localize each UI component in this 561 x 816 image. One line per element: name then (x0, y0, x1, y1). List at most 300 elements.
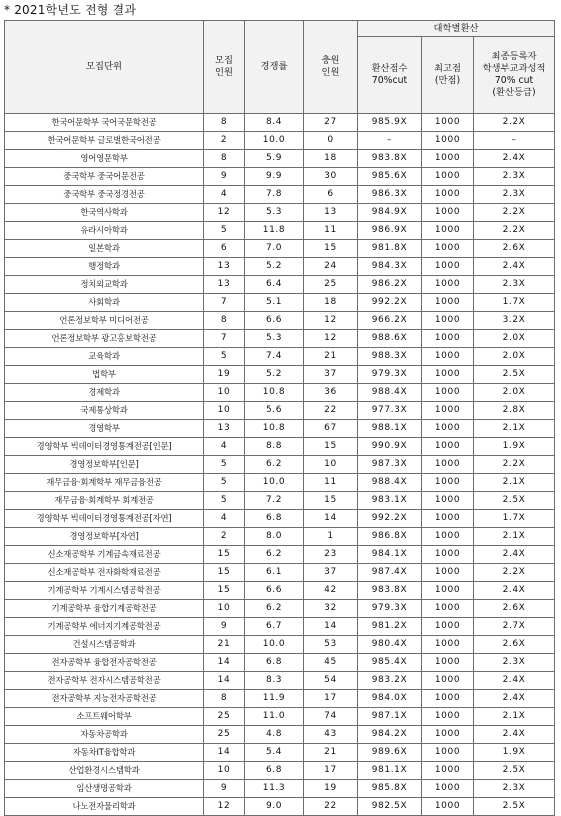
cell-unit: 임산생명공학과 (5, 780, 204, 798)
cell-score70: 988.4X (358, 384, 422, 402)
cell-filled: 0 (304, 132, 358, 150)
cell-score70: 988.1X (358, 420, 422, 438)
cell-quota: 7 (204, 294, 245, 312)
table-row (5, 330, 555, 348)
cell-score70: 984.0X (358, 690, 422, 708)
cell-filled: 21 (304, 744, 358, 762)
cell-grade: 2.2X (474, 222, 555, 240)
cell-unit: 기계공학부 융합기계공학전공 (5, 600, 204, 618)
table-row (5, 798, 555, 816)
header-group-conversion: 대학별환산 (358, 21, 555, 37)
cell-competition: 8.3 (245, 672, 304, 690)
header-row (5, 21, 555, 37)
cell-filled: 37 (304, 366, 358, 384)
cell-competition: 6.8 (245, 762, 304, 780)
table-row (5, 222, 555, 240)
cell-competition: 5.9 (245, 150, 304, 168)
table-row (5, 204, 555, 222)
cell-filled: 22 (304, 402, 358, 420)
cell-quota: 5 (204, 222, 245, 240)
cell-filled: 53 (304, 636, 358, 654)
cell-competition: 9.0 (245, 798, 304, 816)
table-row (5, 564, 555, 582)
table-body (5, 114, 555, 816)
cell-competition: 11.9 (245, 690, 304, 708)
cell-quota: 10 (204, 600, 245, 618)
cell-grade: 2.3X (474, 654, 555, 672)
cell-max: 1000 (422, 492, 474, 510)
cell-quota: 10 (204, 384, 245, 402)
cell-grade: 1.9X (474, 744, 555, 762)
cell-score70: 985.6X (358, 168, 422, 186)
cell-competition: 10.0 (245, 474, 304, 492)
cell-competition: 11.8 (245, 222, 304, 240)
cell-score70: 990.9X (358, 438, 422, 456)
cell-quota: 4 (204, 510, 245, 528)
cell-grade: 2.1X (474, 708, 555, 726)
table-row (5, 186, 555, 204)
cell-max: 1000 (422, 438, 474, 456)
cell-grade: 2.5X (474, 798, 555, 816)
cell-score70: 992.2X (358, 294, 422, 312)
cell-competition: 6.7 (245, 618, 304, 636)
header-score70: 환산점수 70%cut (358, 37, 422, 114)
cell-competition: 8.4 (245, 114, 304, 132)
cell-unit: 한국어문학부 글로벌한국어전공 (5, 132, 204, 150)
cell-competition: 5.1 (245, 294, 304, 312)
cell-max: 1000 (422, 114, 474, 132)
cell-unit: 자동차공학과 (5, 726, 204, 744)
cell-grade: 2.4X (474, 546, 555, 564)
cell-grade: 2.4X (474, 672, 555, 690)
cell-quota: 12 (204, 204, 245, 222)
header-grade: 최종등록자 학생부교과성적 70% cut (환산등급) (474, 37, 555, 114)
cell-filled: 15 (304, 492, 358, 510)
cell-quota: 15 (204, 564, 245, 582)
cell-quota: 10 (204, 762, 245, 780)
cell-max: 1000 (422, 240, 474, 258)
cell-unit: 경영정보학부[자연] (5, 528, 204, 546)
cell-max: 1000 (422, 690, 474, 708)
cell-filled: 22 (304, 798, 358, 816)
cell-unit: 국제통상학과 (5, 402, 204, 420)
cell-max: 1000 (422, 744, 474, 762)
table-row (5, 582, 555, 600)
cell-filled: 14 (304, 510, 358, 528)
table-row (5, 510, 555, 528)
cell-quota: 9 (204, 618, 245, 636)
header-competition: 경쟁률 (245, 21, 304, 114)
cell-filled: 10 (304, 456, 358, 474)
cell-filled: 27 (304, 114, 358, 132)
cell-max: 1000 (422, 132, 474, 150)
cell-unit: 법학부 (5, 366, 204, 384)
cell-score70: 980.4X (358, 636, 422, 654)
cell-competition: 6.6 (245, 312, 304, 330)
cell-quota: 14 (204, 654, 245, 672)
cell-grade: 2.2X (474, 456, 555, 474)
cell-competition: 10.8 (245, 384, 304, 402)
cell-quota: 19 (204, 366, 245, 384)
cell-score70: 986.2X (358, 276, 422, 294)
header-unit: 모집단위 (5, 21, 204, 114)
cell-score70: 988.4X (358, 474, 422, 492)
cell-quota: 5 (204, 492, 245, 510)
cell-score70: 987.1X (358, 708, 422, 726)
cell-max: 1000 (422, 384, 474, 402)
table-row (5, 492, 555, 510)
cell-max: 1000 (422, 654, 474, 672)
cell-score70: 988.6X (358, 330, 422, 348)
cell-unit: 나노전자물리학과 (5, 798, 204, 816)
cell-competition: 7.2 (245, 492, 304, 510)
cell-competition: 5.3 (245, 330, 304, 348)
cell-quota: 15 (204, 582, 245, 600)
cell-max: 1000 (422, 564, 474, 582)
cell-grade: 1.9X (474, 438, 555, 456)
table-row (5, 600, 555, 618)
cell-grade: 2.2X (474, 564, 555, 582)
cell-max: 1000 (422, 708, 474, 726)
cell-grade: 1.7X (474, 510, 555, 528)
cell-grade: 2.2X (474, 114, 555, 132)
table-row (5, 744, 555, 762)
cell-filled: 14 (304, 618, 358, 636)
cell-quota: 13 (204, 420, 245, 438)
cell-max: 1000 (422, 474, 474, 492)
cell-score70: 984.9X (358, 204, 422, 222)
cell-score70: 983.8X (358, 150, 422, 168)
cell-unit: 경영학부 (5, 420, 204, 438)
cell-unit: 기계공학부 기계시스템공학전공 (5, 582, 204, 600)
table-row (5, 636, 555, 654)
cell-score70: 981.8X (358, 240, 422, 258)
table-row (5, 420, 555, 438)
cell-filled: 25 (304, 276, 358, 294)
cell-quota: 13 (204, 258, 245, 276)
table-row (5, 780, 555, 798)
cell-score70: 982.5X (358, 798, 422, 816)
cell-grade: 2.5X (474, 762, 555, 780)
cell-filled: 1 (304, 528, 358, 546)
cell-quota: 25 (204, 708, 245, 726)
cell-quota: 8 (204, 114, 245, 132)
cell-filled: 18 (304, 150, 358, 168)
cell-competition: 7.0 (245, 240, 304, 258)
table-row (5, 150, 555, 168)
cell-unit: 산업환경시스템학과 (5, 762, 204, 780)
cell-max: 1000 (422, 222, 474, 240)
table-row (5, 276, 555, 294)
cell-competition: 7.4 (245, 348, 304, 366)
cell-grade: 2.8X (474, 402, 555, 420)
cell-unit: 소프트웨어학부 (5, 708, 204, 726)
cell-competition: 9.9 (245, 168, 304, 186)
cell-unit: 한국역사학과 (5, 204, 204, 222)
cell-competition: 6.2 (245, 456, 304, 474)
cell-quota: 12 (204, 798, 245, 816)
cell-score70: 987.3X (358, 456, 422, 474)
table-row (5, 258, 555, 276)
cell-quota: 5 (204, 474, 245, 492)
cell-grade: 2.7X (474, 618, 555, 636)
cell-max: 1000 (422, 258, 474, 276)
table-row (5, 474, 555, 492)
cell-max: 1000 (422, 510, 474, 528)
cell-competition: 5.6 (245, 402, 304, 420)
cell-max: 1000 (422, 582, 474, 600)
table-row (5, 312, 555, 330)
cell-max: 1000 (422, 528, 474, 546)
cell-grade: 3.2X (474, 312, 555, 330)
cell-score70: 983.2X (358, 672, 422, 690)
table-row (5, 294, 555, 312)
cell-grade: 2.1X (474, 528, 555, 546)
header-max: 최고점 (만점) (422, 37, 474, 114)
cell-quota: 6 (204, 240, 245, 258)
cell-grade: 2.3X (474, 780, 555, 798)
cell-grade: 2.4X (474, 150, 555, 168)
cell-score70: 986.9X (358, 222, 422, 240)
cell-max: 1000 (422, 168, 474, 186)
cell-grade: 2.2X (474, 204, 555, 222)
table-row (5, 114, 555, 132)
cell-score70: 979.3X (358, 366, 422, 384)
cell-max: 1000 (422, 780, 474, 798)
cell-unit: 일본학과 (5, 240, 204, 258)
cell-unit: 정치외교학과 (5, 276, 204, 294)
cell-score70: 977.3X (358, 402, 422, 420)
page-title: * 2021학년도 전형 결과 (4, 3, 137, 17)
cell-filled: 42 (304, 582, 358, 600)
cell-filled: 43 (304, 726, 358, 744)
cell-unit: 재무금융·회계학부 재무금융전공 (5, 474, 204, 492)
cell-score70: 981.2X (358, 618, 422, 636)
cell-filled: 12 (304, 312, 358, 330)
cell-quota: 8 (204, 690, 245, 708)
cell-competition: 8.0 (245, 528, 304, 546)
cell-score70: 981.1X (358, 762, 422, 780)
table-row (5, 726, 555, 744)
cell-filled: 11 (304, 222, 358, 240)
cell-score70: 984.3X (358, 258, 422, 276)
cell-max: 1000 (422, 330, 474, 348)
cell-unit: 언론정보학부 광고홍보학전공 (5, 330, 204, 348)
cell-max: 1000 (422, 204, 474, 222)
cell-competition: 6.8 (245, 510, 304, 528)
cell-filled: 74 (304, 708, 358, 726)
cell-filled: 37 (304, 564, 358, 582)
cell-unit: 교육학과 (5, 348, 204, 366)
cell-unit: 경영학부 빅데이터경영통계전공[자연] (5, 510, 204, 528)
cell-score70: 966.2X (358, 312, 422, 330)
cell-filled: 17 (304, 762, 358, 780)
cell-max: 1000 (422, 456, 474, 474)
cell-max: 1000 (422, 276, 474, 294)
cell-score70: 986.8X (358, 528, 422, 546)
cell-filled: 24 (304, 258, 358, 276)
cell-filled: 17 (304, 690, 358, 708)
cell-grade: 2.4X (474, 690, 555, 708)
cell-score70: 983.8X (358, 582, 422, 600)
cell-filled: 21 (304, 348, 358, 366)
cell-score70: 984.2X (358, 726, 422, 744)
cell-grade: 2.5X (474, 366, 555, 384)
cell-unit: 재무금융·회계학부 회계전공 (5, 492, 204, 510)
cell-max: 1000 (422, 348, 474, 366)
cell-grade: 2.0X (474, 348, 555, 366)
cell-score70: 992.2X (358, 510, 422, 528)
cell-filled: 15 (304, 438, 358, 456)
cell-unit: 건설시스템공학과 (5, 636, 204, 654)
cell-filled: 19 (304, 780, 358, 798)
cell-score70: 983.1X (358, 492, 422, 510)
cell-competition: 7.8 (245, 186, 304, 204)
header-filled: 충원 인원 (304, 21, 358, 114)
cell-max: 1000 (422, 546, 474, 564)
cell-unit: 언론정보학부 미디어전공 (5, 312, 204, 330)
cell-score70: 985.8X (358, 780, 422, 798)
cell-competition: 5.2 (245, 366, 304, 384)
cell-grade: 2.4X (474, 258, 555, 276)
cell-grade: 2.6X (474, 600, 555, 618)
cell-score70: 985.4X (358, 654, 422, 672)
cell-unit: 사회학과 (5, 294, 204, 312)
table-row (5, 348, 555, 366)
table-row (5, 456, 555, 474)
cell-quota: 10 (204, 402, 245, 420)
cell-grade: 2.5X (474, 492, 555, 510)
table-row (5, 708, 555, 726)
cell-quota: 21 (204, 636, 245, 654)
cell-grade: 2.1X (474, 420, 555, 438)
table-row (5, 528, 555, 546)
cell-score70: 988.3X (358, 348, 422, 366)
cell-filled: 15 (304, 240, 358, 258)
cell-grade: 2.3X (474, 168, 555, 186)
cell-max: 1000 (422, 186, 474, 204)
cell-quota: 5 (204, 348, 245, 366)
cell-unit: 행정학과 (5, 258, 204, 276)
cell-filled: 45 (304, 654, 358, 672)
cell-competition: 6.4 (245, 276, 304, 294)
table-row (5, 690, 555, 708)
cell-grade: 2.3X (474, 186, 555, 204)
cell-competition: 4.8 (245, 726, 304, 744)
cell-competition: 10.0 (245, 132, 304, 150)
cell-quota: 14 (204, 672, 245, 690)
cell-max: 1000 (422, 312, 474, 330)
cell-unit: 경영학부 빅데이터경영통계전공[인문] (5, 438, 204, 456)
cell-unit: 자동차IT융합학과 (5, 744, 204, 762)
cell-competition: 5.3 (245, 204, 304, 222)
cell-filled: 54 (304, 672, 358, 690)
cell-competition: 10.8 (245, 420, 304, 438)
cell-competition: 11.3 (245, 780, 304, 798)
cell-filled: 6 (304, 186, 358, 204)
cell-quota: 4 (204, 438, 245, 456)
admission-results-table (4, 20, 555, 816)
cell-unit: 전자공학부 전자시스템공학전공 (5, 672, 204, 690)
table-row (5, 438, 555, 456)
cell-quota: 9 (204, 780, 245, 798)
cell-score70: 987.4X (358, 564, 422, 582)
cell-grade: 2.4X (474, 582, 555, 600)
cell-score70: 986.3X (358, 186, 422, 204)
cell-max: 1000 (422, 672, 474, 690)
cell-grade: 2.1X (474, 474, 555, 492)
cell-competition: 6.2 (245, 546, 304, 564)
table-row (5, 762, 555, 780)
cell-score70: 984.1X (358, 546, 422, 564)
cell-competition: 5.2 (245, 258, 304, 276)
cell-max: 1000 (422, 150, 474, 168)
cell-score70: 979.3X (358, 600, 422, 618)
cell-filled: 32 (304, 600, 358, 618)
cell-filled: 67 (304, 420, 358, 438)
cell-competition: 6.6 (245, 582, 304, 600)
table-row (5, 168, 555, 186)
cell-score70: 989.6X (358, 744, 422, 762)
cell-max: 1000 (422, 366, 474, 384)
cell-grade: 2.6X (474, 636, 555, 654)
cell-grade: 2.0X (474, 384, 555, 402)
cell-competition: 6.8 (245, 654, 304, 672)
cell-score70: 985.9X (358, 114, 422, 132)
table-row (5, 402, 555, 420)
cell-grade: 2.6X (474, 240, 555, 258)
cell-max: 1000 (422, 636, 474, 654)
cell-max: 1000 (422, 600, 474, 618)
cell-quota: 5 (204, 456, 245, 474)
cell-max: 1000 (422, 294, 474, 312)
cell-grade: 2.4X (474, 726, 555, 744)
cell-grade: 2.3X (474, 276, 555, 294)
cell-filled: 12 (304, 330, 358, 348)
cell-quota: 13 (204, 276, 245, 294)
cell-filled: 23 (304, 546, 358, 564)
cell-max: 1000 (422, 798, 474, 816)
cell-filled: 13 (304, 204, 358, 222)
cell-quota: 9 (204, 168, 245, 186)
cell-grade: 2.0X (474, 330, 555, 348)
cell-competition: 6.1 (245, 564, 304, 582)
cell-unit: 전자공학부 지능전자공학전공 (5, 690, 204, 708)
table-row (5, 384, 555, 402)
cell-filled: 11 (304, 474, 358, 492)
cell-unit: 신소재공학부 전자화학재료전공 (5, 564, 204, 582)
cell-quota: 14 (204, 744, 245, 762)
cell-score70: – (358, 132, 422, 150)
cell-grade: – (474, 132, 555, 150)
cell-quota: 8 (204, 312, 245, 330)
table-row (5, 366, 555, 384)
cell-unit: 중국학부 중국정경전공 (5, 186, 204, 204)
cell-max: 1000 (422, 402, 474, 420)
cell-unit: 전자공학부 융합전자공학전공 (5, 654, 204, 672)
cell-max: 1000 (422, 618, 474, 636)
cell-quota: 8 (204, 150, 245, 168)
cell-competition: 8.8 (245, 438, 304, 456)
cell-grade: 1.7X (474, 294, 555, 312)
cell-quota: 25 (204, 726, 245, 744)
cell-unit: 경영정보학부[인문] (5, 456, 204, 474)
table-row (5, 546, 555, 564)
cell-unit: 기계공학부 에너지기계공학전공 (5, 618, 204, 636)
table-row (5, 672, 555, 690)
cell-unit: 신소재공학부 기계금속재료전공 (5, 546, 204, 564)
cell-quota: 2 (204, 528, 245, 546)
